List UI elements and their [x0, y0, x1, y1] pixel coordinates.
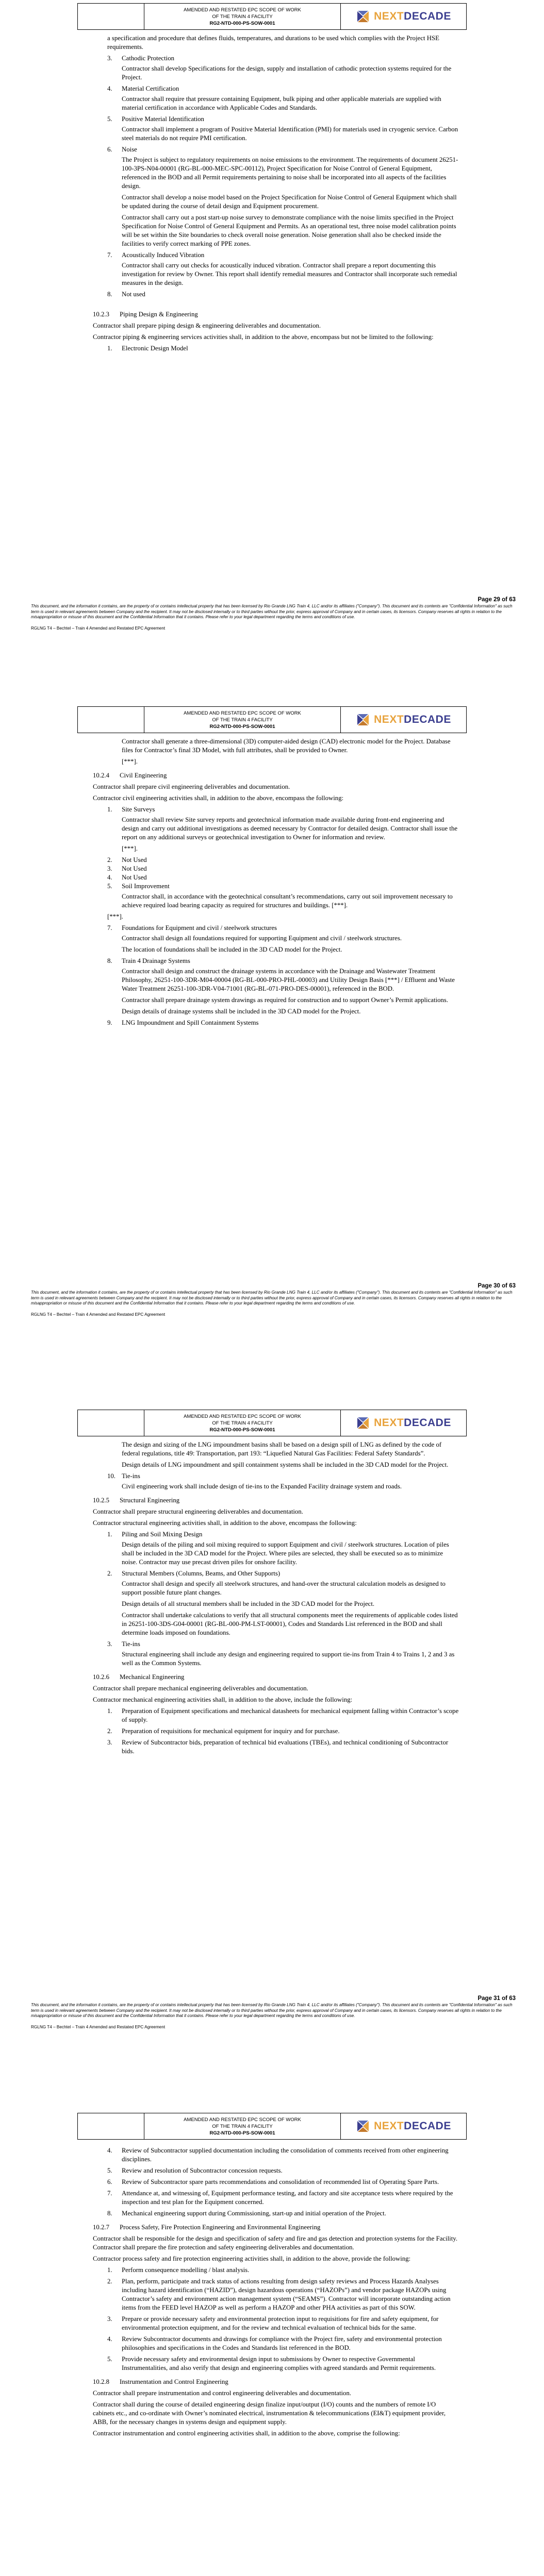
- list-item: 5. Provide necessary safety and environmental design input to submissions by Owner to respective Governmental Instrumentalities, and also verify that design and engineering complies with agreed standards and Permit requirements.: [107, 2355, 436, 2371]
- document-page-29: [0, 0, 544, 703]
- list-item-pmi: 5. Positive Material Identification: [107, 115, 204, 123]
- nextdecade-logo-icon: [356, 1416, 370, 1430]
- list-item-site-surveys: 1. Site Surveys: [107, 806, 155, 813]
- paragraph: Contractor shall prepare structural engineering deliverables and documentation.: [93, 1508, 303, 1515]
- paragraph: Contractor shall carry out a post start-up noise survey to demonstrate compliance with the noise limits specified in the Project Specification for Noise Control of General Equipment and Permits. As an operational test, three noise model calibration points will be set within the Site boundaries to check overall noise generation. Noise generation shall also be checked inside the facilities to verify correct marking of PPE zones.: [122, 214, 456, 247]
- page-footer: [31, 1283, 516, 1307]
- list-item-material-certification: 4. Material Certification: [107, 85, 179, 92]
- list-item-not-used: 3. Not Used: [107, 865, 147, 872]
- nextdecade-logo-icon: [356, 2119, 370, 2133]
- paragraph: Contractor shall require that pressure containing Equipment, bulk piping and other applicable materials are supplied with material certification in accordance with Applicable Codes and Standards.: [122, 95, 441, 111]
- page-footer: [31, 1995, 516, 2019]
- paragraph: Contractor shall develop Specifications for the design, supply and installation of cathodic protection systems required for the Project.: [122, 65, 452, 81]
- paragraph: Structural engineering shall include any design and engineering required to support tie-ins from Train 4 to Trains 1, 2 and 3 as well as the Common Systems.: [122, 1651, 455, 1667]
- header-line1: AMENDED AND RESTATED EPC SCOPE OF WORK: [184, 2116, 301, 2123]
- list-item-tie-ins: 10. Tie-ins: [107, 1472, 140, 1480]
- agreement-footer: RGLNG T4 – Bechtel – Train 4 Amended and Restated EPC Agreement: [31, 1312, 166, 1317]
- paragraph: Contractor shall develop a noise model based on the Project Specification for Noise Control of General Equipment which shall be updated during the course of detail design and Equipment procurement.: [122, 194, 457, 210]
- list-item: 6. Review of Subcontractor spare parts recommendations and consolidation of recommended list of Operating Spare Parts.: [107, 2178, 439, 2185]
- section-heading-civil: 10.2.4 Civil Engineering: [93, 772, 167, 779]
- nextdecade-logo: [341, 707, 466, 733]
- paragraph: The design and sizing of the LNG impoundment basins shall be based on a design spill of LNG as defined by the code of federal regulations, title 49: Transportation, part 193: “Liquefied Natural Gas Facilities: Federal Safety Standards”.: [122, 1441, 442, 1457]
- nextdecade-logo: [341, 4, 466, 29]
- list-item-piling: 1. Piling and Soil Mixing Design: [107, 1531, 203, 1538]
- page-content: [93, 1440, 459, 1757]
- paragraph: Contractor shall review Site survey reports and geotechnical information made available during front-end engineering and design and carry out additional investigations as deemed necessary by Contractor for detailed design. Contractor shall issue the report on any additional surveys or geotechnical investigation to Owner for information and review.: [122, 816, 458, 841]
- header-blank-cell: [78, 1410, 144, 1436]
- paragraph: a specification and procedure that defines fluids, temperatures, and durations to be used which complies with the Project HSE requirements.: [107, 35, 439, 50]
- list-item: 5. Review and resolution of Subcontractor concession requests.: [107, 2167, 283, 2174]
- paragraph: Civil engineering work shall include design of tie-ins to the Expanded Facility drainage system and roads.: [122, 1483, 402, 1490]
- paragraph: Contractor shall design and construct the drainage systems in accordance with the Drainage and Wastewater Treatment Philosophy, 26251-100-3DR-M04-00004 (RG-BL-000-PRO-PHL-00003) and Utility Design Basis [***] / Effluent and Waste Water Treatment 26251-100-3DR-V04-71001 (RG-BL-071-PRO-DES-00001), referenced in the BOD.: [122, 968, 455, 992]
- nextdecade-logo: [341, 2113, 466, 2139]
- header-blank-cell: [78, 707, 144, 733]
- header-blank-cell: [78, 4, 144, 29]
- confidentiality-notice: This document, and the information it contains, are the property of or contains intellectual property that has been licensed by Rio Grande LNG Train 4, LLC and/or its affiliates ("Company"). This document and its contents are "Confidential Information" as such term is used in relevant agreements between Company and the recipient. It may not be disclosed internally or to third parties without the prior, express approval of Company and in certain cases, its licensors. Company reserves all rights in relation to the misappropriation or misuse of this document and the Confidential Information that it contains. Please refer to your legal department regarding the terms and conditions of use.: [31, 604, 513, 619]
- paragraph: Contractor shall prepare civil engineering deliverables and documentation.: [93, 783, 290, 790]
- paragraph: Contractor shall, in accordance with the geotechnical consultant’s recommendations, carry out soil improvement necessary to achieve required load bearing capacity as required for structures and buildings. [***].: [122, 893, 453, 909]
- paragraph: Contractor shall carry out checks for acoustically induced vibration. Contractor shall prepare a report documenting this investigation for review by Owner. This report shall identify remedial measures and Contractor shall incorporate such remedial measures in the design.: [122, 262, 457, 286]
- list-item: 7. Attendance at, and witnessing of, Equipment performance testing, and factory and site acceptance tests where required by the inspection and test plan for the Equipment concerned.: [107, 2190, 453, 2206]
- header-title-cell: [144, 4, 341, 29]
- page-number: Page 31 of 63: [477, 1995, 516, 2002]
- list-item: 8. Mechanical engineering support during Commissioning, start-up and initial operation of the Project.: [107, 2210, 386, 2217]
- page-header: [77, 2113, 467, 2140]
- header-line2: OF THE TRAIN 4 FACILITY: [212, 13, 273, 20]
- list-item-drainage-systems: 8. Train 4 Drainage Systems: [107, 957, 190, 964]
- brand-name: NEXTDECADE: [374, 10, 451, 22]
- list-item-aiv: 7. Acoustically Induced Vibration: [107, 251, 205, 259]
- header-doc-number: RG2-NTD-000-PS-SOW-0001: [209, 20, 275, 26]
- list-item-not-used: 4. Not Used: [107, 874, 147, 881]
- page-header: [77, 706, 467, 733]
- section-heading-instrumentation: 10.2.8 Instrumentation and Control Engineering: [93, 2378, 228, 2385]
- paragraph: The location of foundations shall be included in the 3D CAD model for the Project.: [122, 946, 342, 953]
- brand-name: NEXTDECADE: [374, 714, 451, 725]
- agreement-footer: RGLNG T4 – Bechtel – Train 4 Amended and Restated EPC Agreement: [31, 626, 166, 631]
- paragraph: Contractor piping & engineering services activities shall, in addition to the above, encompass but not be limited to the following:: [93, 333, 434, 341]
- paragraph: Contractor shall be responsible for the design and specification of safety and fire and gas detection and protection systems for the Facility. Contractor shall prepare the fire protection and safety engineering deliverables and documentation.: [93, 2235, 458, 2251]
- list-item-noise: 6. Noise: [107, 146, 137, 153]
- header-title-cell: [144, 1410, 341, 1436]
- list-item-lng-impoundment: 9. LNG Impoundment and Spill Containment Systems: [107, 1019, 259, 1026]
- header-doc-number: RG2-NTD-000-PS-SOW-0001: [209, 723, 275, 730]
- header-line2: OF THE TRAIN 4 FACILITY: [212, 2123, 273, 2129]
- nextdecade-logo: [341, 1410, 466, 1436]
- redaction: [***].: [122, 758, 138, 765]
- paragraph: Contractor shall prepare piping design & engineering deliverables and documentation.: [93, 322, 321, 329]
- list-item: 1. Preparation of Equipment specifications and mechanical datasheets for mechanical equipment falling within Contractor’s scope of supply.: [107, 1707, 459, 1723]
- section-heading-structural: 10.2.5 Structural Engineering: [93, 1497, 180, 1504]
- agreement-footer: RGLNG T4 – Bechtel – Train 4 Amended and Restated EPC Agreement: [31, 2025, 166, 2029]
- list-item-cathodic-protection: 3. Cathodic Protection: [107, 55, 175, 62]
- paragraph: Contractor shall implement a program of Positive Material Identification (PMI) for materials used in cryogenic service. Carbon steel materials do not require PMI certification.: [122, 126, 458, 142]
- list-item-foundations: 7. Foundations for Equipment and civil / steelwork structures: [107, 924, 277, 931]
- paragraph: Contractor shall prepare drainage system drawings as required for construction and to support Owner’s Permit applications.: [122, 996, 449, 1004]
- header-title-cell: [144, 2113, 341, 2139]
- redaction: [***].: [122, 845, 138, 852]
- paragraph: Design details of LNG impoundment and spill containment systems shall be included in the 3D CAD model for the Project.: [122, 1461, 449, 1468]
- paragraph: Contractor shall prepare instrumentation and control engineering deliverables and documentation.: [93, 2389, 352, 2397]
- confidentiality-notice: This document, and the information it contains, are the property of or contains intellectual property that has been licensed by Rio Grande LNG Train 4, LLC and/or its affiliates ("Company"). This document and its contents are "Confidential Information" as such term is used in relevant agreements between Company and the recipient. It may not be disclosed internally or to third parties without the prior, express approval of Company and in certain cases, its licensors. Company reserves all rights in relation to the misappropriation or misuse of this document and the Confidential Information that it contains. Please refer to your legal department regarding the terms and conditions of use.: [31, 2003, 513, 2018]
- list-item: 2. Plan, perform, participate and track status of actions resulting from design safety reviews and Process Hazards Analyses including hazard identification (“HAZID”), design hazardous operations (“HAZOPs”) and vendor package HAZOPs using Contractor’s safety and environment action management system (“SEAMS”). Contractor will incorporate outstanding action items from the FEED level HAZOP as well as perform a HAZOP and other PHA activities as part of this SOW.: [107, 2278, 451, 2311]
- paragraph: Contractor shall prepare mechanical engineering deliverables and documentation.: [93, 1685, 308, 1692]
- paragraph: Contractor structural engineering activities shall, in addition to the above, encompass the following:: [93, 1519, 357, 1527]
- paragraph: Contractor mechanical engineering activities shall, in addition to the above, include the following:: [93, 1696, 353, 1703]
- paragraph: Contractor shall during the course of detailed engineering design finalize input/output (I/O) counts and the numbers of remote I/O cabinets etc., and co-ordinate with Owner’s nominated electrical, instrumentation & telecommunications (EI&T) equipment provider, ABB, for the necessary changes in systems design and equipment supply.: [93, 2401, 446, 2426]
- page-number: Page 30 of 63: [477, 1283, 516, 1289]
- list-item: 2. Preparation of requisitions for mechanical equipment for inquiry and for purchase.: [107, 1727, 340, 1735]
- list-item-not-used: 2. Not Used: [107, 856, 147, 863]
- redaction: [***].: [107, 913, 123, 920]
- section-heading-process-safety: 10.2.7 Process Safety, Fire Protection Engineering and Environmental Engineering: [93, 2224, 321, 2231]
- brand-name: NEXTDECADE: [374, 2120, 451, 2132]
- list-item: 1. Perform consequence modelling / blast analysis.: [107, 2266, 250, 2274]
- page-footer: [31, 597, 516, 620]
- header-line1: AMENDED AND RESTATED EPC SCOPE OF WORK: [184, 1413, 301, 1419]
- header-blank-cell: [78, 2113, 144, 2139]
- document-page-32: [0, 2110, 544, 2576]
- header-doc-number: RG2-NTD-000-PS-SOW-0001: [209, 1427, 275, 1433]
- paragraph: Contractor civil engineering activities shall, in addition to the above, encompass the following:: [93, 794, 344, 802]
- list-item-soil-improvement: 5. Soil Improvement: [107, 883, 170, 890]
- header-line1: AMENDED AND RESTATED EPC SCOPE OF WORK: [184, 7, 301, 13]
- paragraph: Contractor shall undertake calculations to verify that all structural components meet the requirements of applicable codes listed in 26251-100-3DS-G04-00001 (RG-BL-000-PM-LST-00001), Codes and Standards List referenced in the BOD and shall determine loads imposed on foundations.: [122, 1612, 458, 1636]
- list-item: 4. Review Subcontractor documents and drawings for compliance with the Project fire, safety and environmental protection philosophies and specifications in the Codes and Standards list referenced in the BOD.: [107, 2335, 442, 2351]
- paragraph: Contractor shall design and specify all steelwork structures, and hand-over the structural calculation models as designed to support possible future plant changes.: [122, 1580, 446, 1596]
- section-heading-mechanical: 10.2.6 Mechanical Engineering: [93, 1673, 185, 1681]
- header-line2: OF THE TRAIN 4 FACILITY: [212, 1420, 273, 1426]
- paragraph: Contractor shall generate a three-dimensional (3D) computer-aided design (CAD) electronic model for the Project. Database files for Contractor’s final 3D Model, with full attributes, shall be provided to Owner.: [122, 738, 451, 754]
- paragraph: The Project is subject to regulatory requirements on noise emissions to the environment. The requirements of document 26251-100-3PS-N04-00001 (RG-BL-000-MEC-SPC-00112), Project Specification for Noise Control of General Equipment, referenced in the BOD and all Permit requirements pertaining to noise shall be incorporated into all aspects of the facilities design.: [122, 156, 458, 190]
- document-page-31: [0, 1406, 544, 2110]
- page-header: [77, 3, 467, 30]
- brand-name: NEXTDECADE: [374, 1417, 451, 1429]
- list-item-structural-members: 2. Structural Members (Columns, Beams, and Other Supports): [107, 1570, 281, 1577]
- confidentiality-notice: This document, and the information it contains, are the property of or contains intellectual property that has been licensed by Rio Grande LNG Train 4, LLC and/or its affiliates ("Company"). This document and its contents are "Confidential Information" as such term is used in relevant agreements between Company and the recipient. It may not be disclosed internally or to third parties without the prior, express approval of Company and in certain cases, its licensors. Company reserves all rights in relation to the misappropriation or misuse of this document and the Confidential Information that it contains. Please refer to your legal department regarding the terms and conditions of use.: [31, 1290, 513, 1306]
- section-heading-piping: 10.2.3 Piping Design & Engineering: [93, 311, 198, 318]
- page-content: [93, 34, 459, 354]
- paragraph: Contractor process safety and fire protection engineering activities shall, in addition to the above, provide the following:: [93, 2255, 411, 2262]
- page-content: [93, 737, 459, 1029]
- page-number: Page 29 of 63: [477, 597, 516, 603]
- paragraph: Design details of all structural members shall be included in the 3D CAD model for the Project.: [122, 1600, 375, 1607]
- page-content: [93, 2144, 459, 2441]
- page-header: [77, 1410, 467, 1436]
- list-item-tie-ins: 3. Tie-ins: [107, 1640, 140, 1648]
- nextdecade-logo-icon: [356, 9, 370, 24]
- header-title-cell: [144, 707, 341, 733]
- nextdecade-logo-icon: [356, 713, 370, 727]
- header-doc-number: RG2-NTD-000-PS-SOW-0001: [209, 2130, 275, 2136]
- paragraph: Design details of drainage systems shall be included in the 3D CAD model for the Project.: [122, 1008, 361, 1015]
- list-item-not-used: 8. Not used: [107, 291, 145, 298]
- paragraph: Contractor instrumentation and control engineering activities shall, in addition to the above, comprise the following:: [93, 2430, 400, 2437]
- header-line2: OF THE TRAIN 4 FACILITY: [212, 717, 273, 723]
- document-page-30: [0, 703, 544, 1406]
- header-line1: AMENDED AND RESTATED EPC SCOPE OF WORK: [184, 710, 301, 716]
- list-item: 3. Review of Subcontractor bids, preparation of technical bid evaluations (TBEs), and technical conditioning of Subcontractor bids.: [107, 1739, 449, 1755]
- list-item: 4. Review of Subcontractor supplied documentation including the consolidation of comments received from other engineering disciplines.: [107, 2147, 449, 2163]
- list-item: 3. Prepare or provide necessary safety and environmental protection input to requisitions for fire and safety equipment, for environmental protection equipment, and for the review and technical evaluation of technical bids for the same.: [107, 2315, 439, 2331]
- paragraph: Contractor shall design all foundations required for supporting Equipment and civil / steelwork structures.: [122, 935, 402, 942]
- list-item-electronic-design-model: 1. Electronic Design Model: [107, 345, 188, 352]
- paragraph: Design details of the piling and soil mixing required to support Equipment and civil / steelwork structures. Location of piles shall be included in the 3D CAD model for the Project. Where piles are selected, they shall be executed so as to minimize noise. Contractor may use precast driven piles for onshore facility.: [122, 1541, 449, 1566]
